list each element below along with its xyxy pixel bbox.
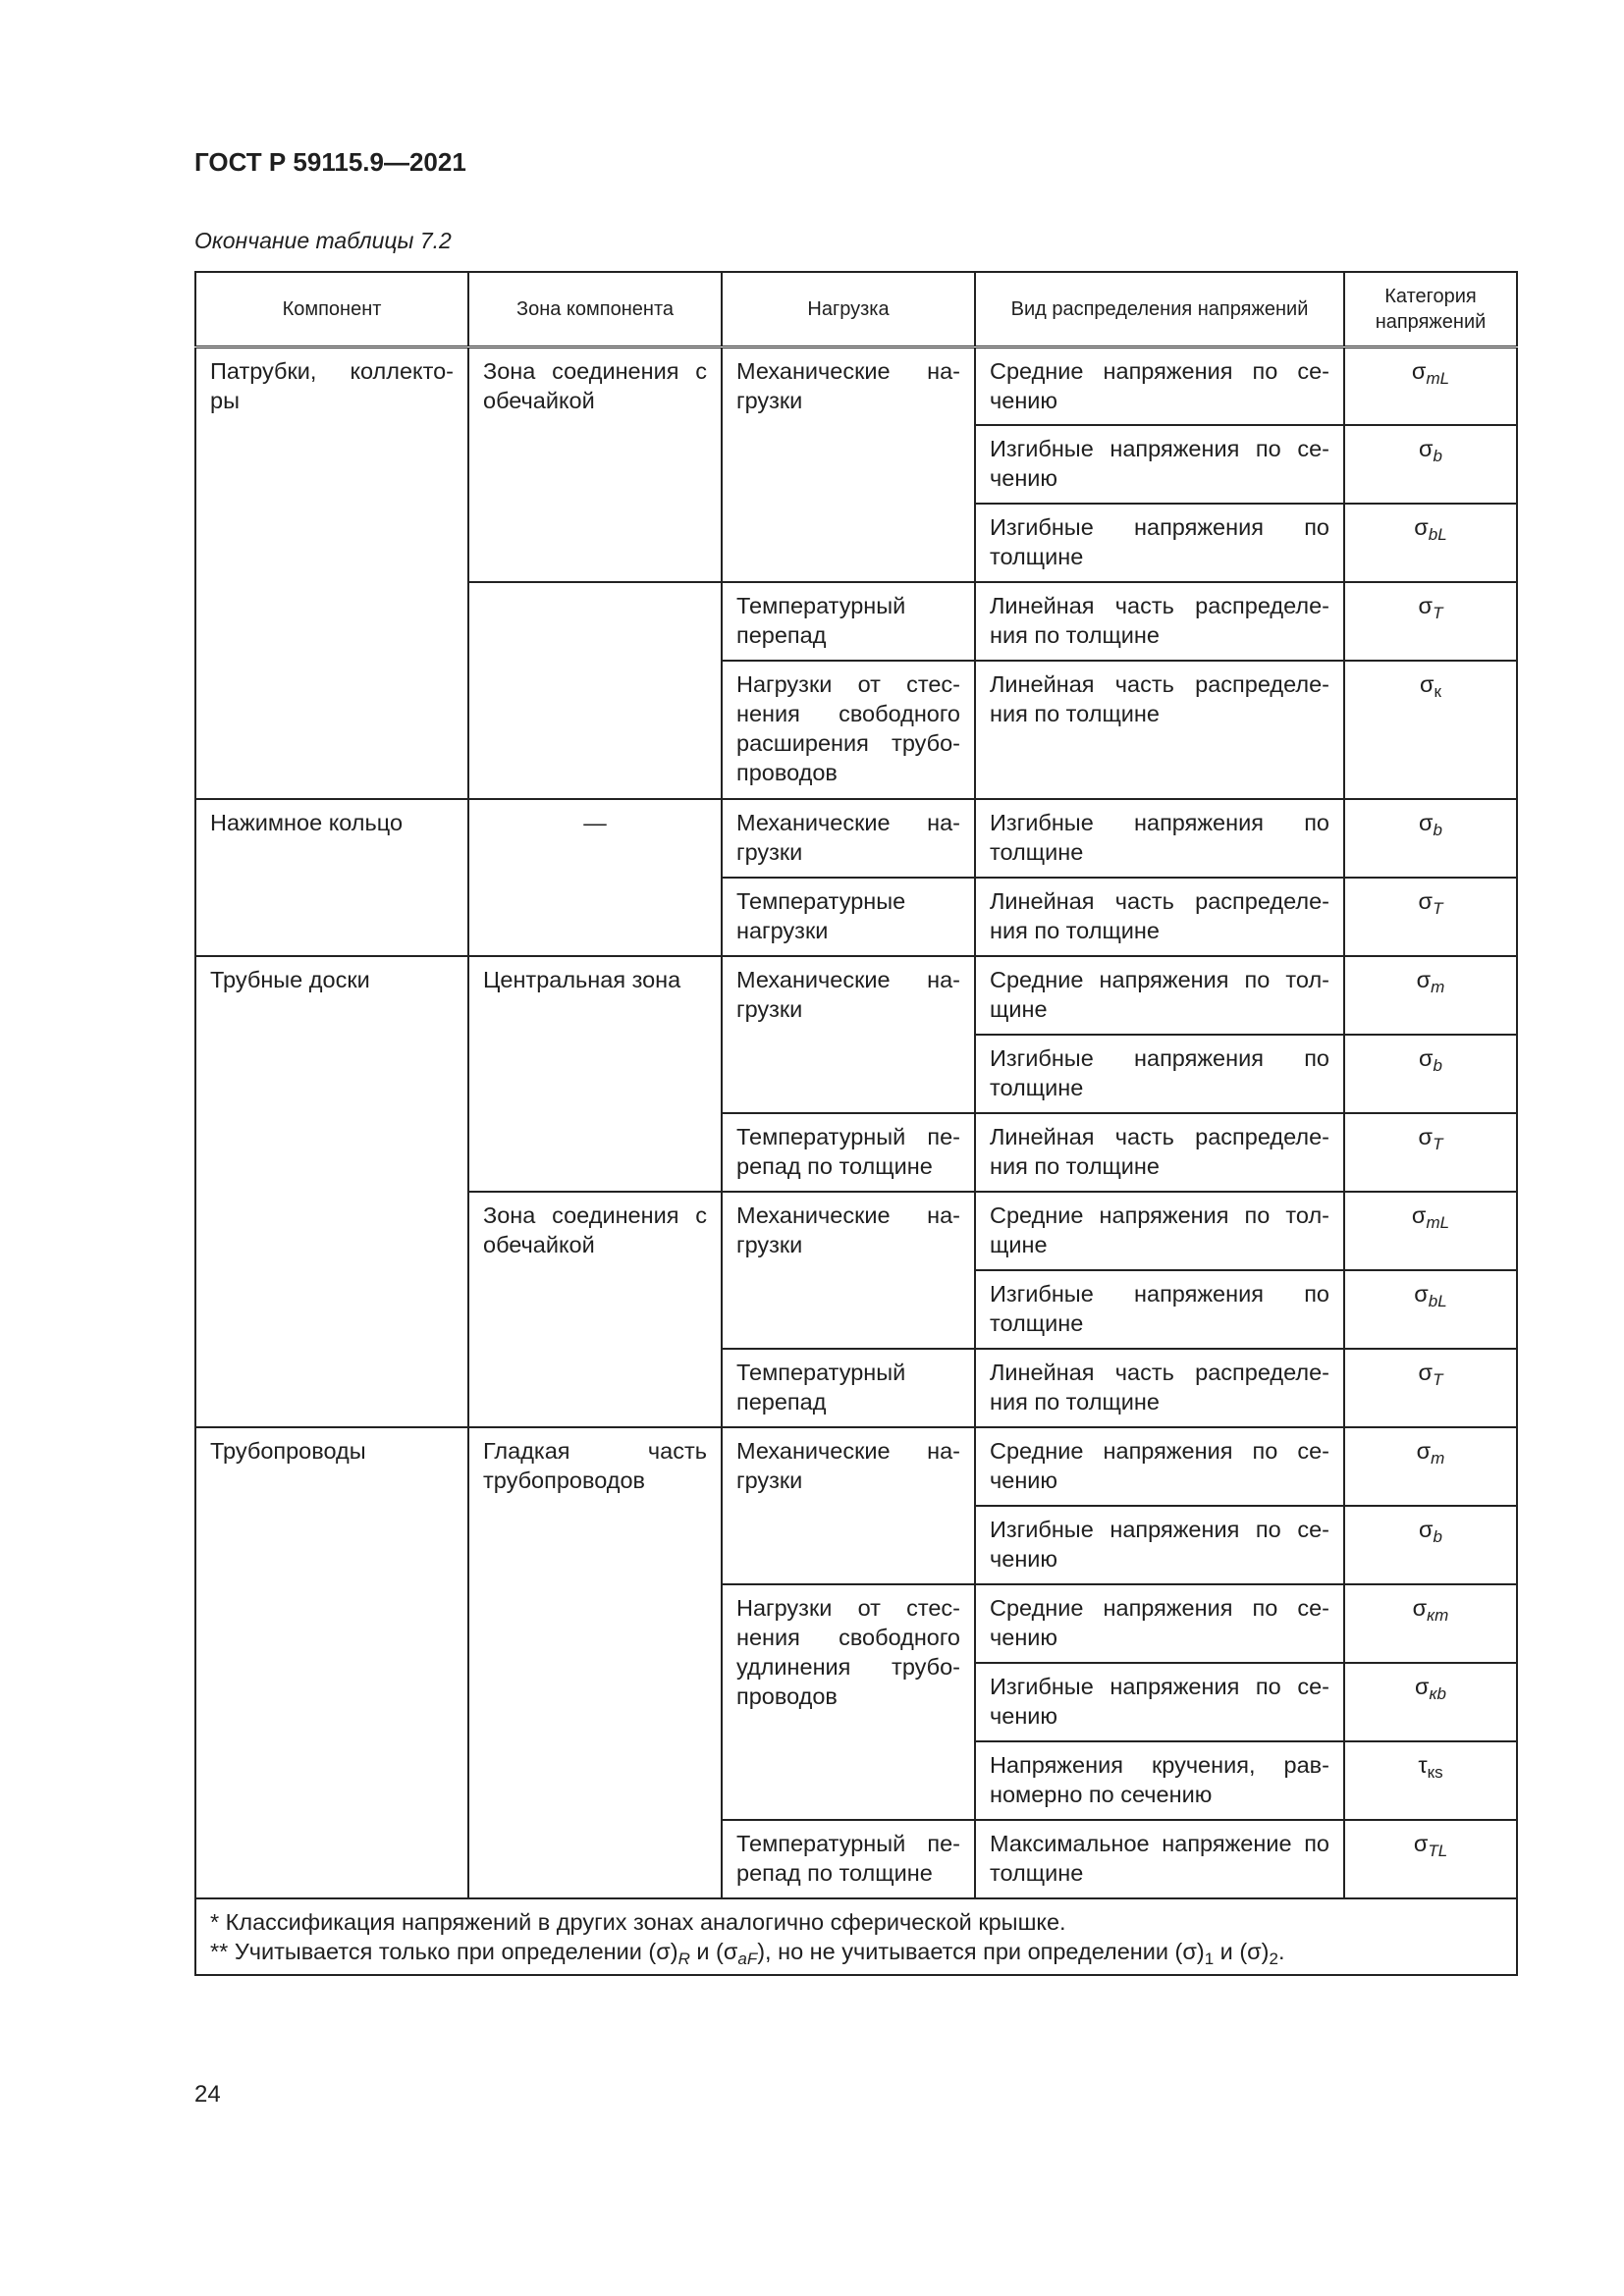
stress-subscript: bL	[1428, 525, 1447, 544]
stress-subscript: b	[1433, 447, 1442, 465]
stress-symbol: σ	[1416, 967, 1432, 992]
stress-subscript: кs	[1427, 1763, 1443, 1782]
category-cell	[1344, 1192, 1517, 1270]
category-cell	[1344, 1584, 1517, 1663]
category-cell	[1344, 1741, 1517, 1820]
category-cell	[1344, 799, 1517, 878]
component-cell: Патрубки, коллекто-ры	[195, 347, 468, 799]
stress-symbol: σ	[1418, 888, 1434, 914]
table-header-row	[195, 272, 1517, 347]
stress-subscript: mL	[1426, 368, 1450, 388]
distribution-cell: Средние напряжения по тол-щине	[975, 956, 1344, 1035]
stress-subscript: кm	[1427, 1606, 1449, 1625]
load-cell: Нагрузки от стес-нения свободного расширения трубо-проводов	[722, 661, 975, 799]
category-cell	[1344, 425, 1517, 504]
component-cell: Трубные доски	[195, 956, 468, 1427]
note-2-sub: R	[677, 1949, 690, 1968]
stress-symbol: σ	[1418, 1360, 1434, 1385]
stress-symbol: σ	[1413, 1831, 1429, 1856]
note-2-part: и (σ	[689, 1939, 738, 1964]
stress-symbol: σ	[1419, 436, 1434, 461]
distribution-cell: Линейная часть распределе-ния по толщине	[975, 661, 1344, 799]
stress-symbol: σ	[1411, 357, 1427, 384]
category-cell	[1344, 956, 1517, 1035]
zone-cell-empty	[468, 582, 722, 799]
category-cell	[1344, 1427, 1517, 1506]
stress-symbol: σ	[1412, 1595, 1428, 1621]
stress-subscript: b	[1433, 1056, 1442, 1075]
stress-symbol: σ	[1419, 1517, 1434, 1542]
category-cell	[1344, 1820, 1517, 1898]
note-2-sub: aF	[737, 1949, 758, 1968]
category-cell	[1344, 347, 1517, 425]
distribution-cell: Средние напряжения по се-чению	[975, 1584, 1344, 1663]
stress-subscript: b	[1433, 1527, 1442, 1546]
load-cell: Механические на-грузки	[722, 956, 975, 1113]
distribution-cell: Изгибные напряжения по толщине	[975, 504, 1344, 582]
load-cell: Температурные нагрузки	[722, 878, 975, 956]
note-2-sub: 2	[1269, 1949, 1278, 1968]
load-cell: Температурный перепад	[722, 1349, 975, 1427]
component-cell: Нажимное кольцо	[195, 799, 468, 956]
distribution-cell: Напряжения кручения, рав-номерно по сечению	[975, 1741, 1344, 1820]
stress-subscript: T	[1433, 604, 1443, 622]
stress-subscript: T	[1433, 1135, 1443, 1153]
distribution-cell: Изгибные напряжения по се-чению	[975, 1506, 1344, 1584]
stress-symbol: σ	[1419, 810, 1434, 835]
distribution-cell: Изгибные напряжения по толщине	[975, 1270, 1344, 1349]
distribution-cell: Линейная часть распределе-ния по толщине	[975, 1113, 1344, 1192]
distribution-cell: Линейная часть распределе-ния по толщине	[975, 878, 1344, 956]
table-continuation-caption: Окончание таблицы 7.2	[194, 228, 452, 253]
stress-symbol: σ	[1411, 1202, 1427, 1228]
zone-cell: Зона соединения с обечайкой	[468, 1192, 722, 1427]
stress-symbol: σ	[1415, 1674, 1430, 1699]
category-cell	[1344, 1270, 1517, 1349]
load-cell: Механические на-грузки	[722, 799, 975, 878]
col-header-zone: Зона компонента	[468, 272, 722, 347]
table-row	[195, 1427, 1517, 1506]
zone-cell: —	[468, 799, 722, 956]
stress-subscript: T	[1433, 1370, 1443, 1389]
note-2-part: .	[1277, 1939, 1285, 1964]
component-cell: Трубопроводы	[195, 1427, 468, 1898]
category-cell	[1344, 1113, 1517, 1192]
stress-symbol: σ	[1418, 1124, 1434, 1149]
table-row	[195, 956, 1517, 1035]
category-cell	[1344, 661, 1517, 799]
category-cell	[1344, 504, 1517, 582]
stress-symbol: τ	[1418, 1752, 1428, 1778]
stress-symbol: σ	[1414, 514, 1429, 540]
stress-subscript: кb	[1429, 1684, 1446, 1703]
distribution-cell: Изгибные напряжения по толщине	[975, 1035, 1344, 1113]
zone-cell: Гладкая часть трубопроводов	[468, 1427, 722, 1898]
col-header-distribution: Вид распределения напряжений	[975, 272, 1344, 347]
zone-cell: Зона соединения с обечайкой	[468, 347, 722, 582]
stress-subscript: mL	[1426, 1213, 1450, 1232]
stress-subscript: m	[1431, 978, 1445, 996]
stress-symbol: σ	[1414, 1281, 1429, 1307]
note-2-part: ), но не учитывается при определении (σ)	[757, 1939, 1205, 1964]
distribution-cell: Изгибные напряжения по се-чению	[975, 1663, 1344, 1741]
col-header-component: Компонент	[195, 272, 468, 347]
distribution-cell: Линейная часть распределе-ния по толщине	[975, 582, 1344, 661]
table-row	[195, 799, 1517, 878]
table-row	[195, 347, 1517, 425]
category-cell	[1344, 1663, 1517, 1741]
col-header-load: Нагрузка	[722, 272, 975, 347]
stress-symbol: σ	[1416, 1438, 1432, 1464]
stress-subscript: bL	[1428, 1292, 1447, 1310]
page-number: 24	[194, 2081, 221, 2108]
document-code: ГОСТ Р 59115.9—2021	[194, 147, 466, 177]
col-header-category: Категория напряжений	[1344, 272, 1517, 347]
stress-symbol: σ	[1420, 671, 1435, 697]
stress-subscript: к	[1434, 682, 1441, 701]
note-2-part: и (σ)	[1214, 1939, 1270, 1964]
stress-symbol: σ	[1418, 593, 1434, 618]
load-cell: Нагрузки от стес-нения свободного удлинения трубо-проводов	[722, 1584, 975, 1820]
load-cell: Механические на-грузки	[722, 1192, 975, 1349]
load-cell: Температурный перепад	[722, 582, 975, 661]
distribution-cell: Изгибные напряжения по толщине	[975, 799, 1344, 878]
distribution-cell: Средние напряжения по се-чению	[975, 347, 1344, 425]
distribution-cell: Средние напряжения по се-чению	[975, 1427, 1344, 1506]
stress-classification-table	[194, 271, 1518, 1976]
stress-symbol: σ	[1419, 1045, 1434, 1071]
notes-row	[195, 1898, 1517, 1975]
table-notes	[195, 1898, 1517, 1975]
load-cell: Механические на-грузки	[722, 347, 975, 582]
note-2	[210, 1937, 1502, 1974]
stress-subscript: T	[1433, 899, 1443, 918]
distribution-cell: Максимальное напряжение по толщине	[975, 1820, 1344, 1898]
note-1: * Классификация напряжений в других зонах аналогично сферической крышке.	[210, 1909, 1066, 1935]
note-2-sub: 1	[1204, 1949, 1215, 1968]
stress-subscript: m	[1431, 1449, 1445, 1468]
category-cell	[1344, 582, 1517, 661]
category-cell	[1344, 1035, 1517, 1113]
load-cell: Температурный пе-репад по толщине	[722, 1113, 975, 1192]
stress-subscript: TL	[1428, 1842, 1448, 1860]
distribution-cell: Изгибные напряжения по се-чению	[975, 425, 1344, 504]
stress-subscript: b	[1433, 821, 1442, 839]
distribution-cell: Средние напряжения по тол-щине	[975, 1192, 1344, 1270]
zone-cell: Центральная зона	[468, 956, 722, 1192]
note-2-part: ** Учитывается только при определении (σ)	[210, 1939, 678, 1964]
category-cell	[1344, 878, 1517, 956]
category-cell	[1344, 1349, 1517, 1427]
load-cell: Механические на-грузки	[722, 1427, 975, 1584]
distribution-cell: Линейная часть распределе-ния по толщине	[975, 1349, 1344, 1427]
load-cell: Температурный пе-репад по толщине	[722, 1820, 975, 1898]
category-cell	[1344, 1506, 1517, 1584]
